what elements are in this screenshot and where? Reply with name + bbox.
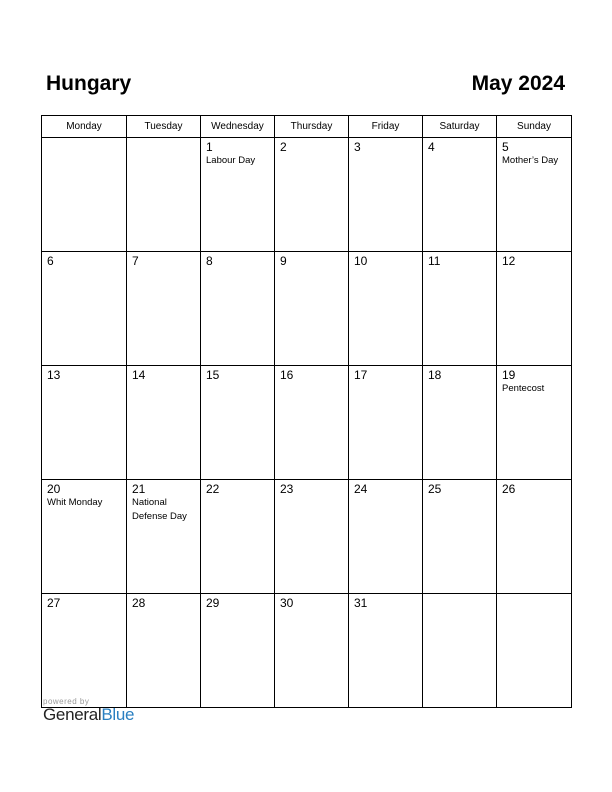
day-cell xyxy=(275,480,349,594)
holiday-label: Labour Day xyxy=(206,155,256,166)
day-number: 17 xyxy=(354,368,368,382)
day-number: 3 xyxy=(354,140,361,154)
day-number: 26 xyxy=(502,482,516,496)
weekday-header: Sunday xyxy=(497,116,572,138)
holiday-label: Whit Monday xyxy=(47,497,103,508)
day-cell xyxy=(42,138,127,252)
holiday-label: National Defense Day xyxy=(132,497,187,522)
day-cell xyxy=(497,138,572,252)
day-number: 12 xyxy=(502,254,516,268)
day-number: 6 xyxy=(47,254,54,268)
day-number: 16 xyxy=(280,368,294,382)
day-number: 31 xyxy=(354,596,368,610)
week-row xyxy=(42,138,572,252)
weekday-header: Friday xyxy=(349,116,423,138)
day-cell xyxy=(497,480,572,594)
day-number: 8 xyxy=(206,254,213,268)
footer-branding xyxy=(43,697,134,725)
day-cell xyxy=(423,138,497,252)
weekday-header-row xyxy=(42,116,572,138)
day-number: 7 xyxy=(132,254,139,268)
day-cell xyxy=(497,594,572,708)
day-cell xyxy=(42,480,127,594)
day-number: 9 xyxy=(280,254,287,268)
day-cell xyxy=(127,138,201,252)
day-number: 13 xyxy=(47,368,61,382)
day-cell xyxy=(275,252,349,366)
weekday-header: Monday xyxy=(42,116,127,138)
week-row xyxy=(42,252,572,366)
day-number: 10 xyxy=(354,254,368,268)
day-number: 23 xyxy=(280,482,294,496)
day-number: 2 xyxy=(280,140,287,154)
day-number: 18 xyxy=(428,368,442,382)
day-cell xyxy=(275,594,349,708)
day-number: 15 xyxy=(206,368,220,382)
day-cell xyxy=(127,594,201,708)
week-row xyxy=(42,594,572,708)
day-cell xyxy=(127,366,201,480)
day-cell xyxy=(201,138,275,252)
weekday-header: Saturday xyxy=(423,116,497,138)
powered-by-label: powered by xyxy=(43,697,90,706)
weekday-header: Tuesday xyxy=(127,116,201,138)
week-row xyxy=(42,480,572,594)
day-number: 25 xyxy=(428,482,442,496)
day-cell xyxy=(349,366,423,480)
week-row xyxy=(42,366,572,480)
day-number: 30 xyxy=(280,596,294,610)
day-cell xyxy=(201,366,275,480)
day-cell xyxy=(275,138,349,252)
day-cell xyxy=(423,252,497,366)
day-number: 22 xyxy=(206,482,220,496)
day-number: 29 xyxy=(206,596,220,610)
day-cell xyxy=(423,366,497,480)
day-cell xyxy=(349,252,423,366)
brand-blue-text: Blue xyxy=(101,705,135,724)
day-cell xyxy=(497,366,572,480)
day-cell xyxy=(201,594,275,708)
day-number: 27 xyxy=(47,596,61,610)
generalblue-logo[interactable] xyxy=(43,705,134,725)
day-cell xyxy=(349,138,423,252)
day-cell xyxy=(423,480,497,594)
day-cell xyxy=(42,366,127,480)
day-number: 14 xyxy=(132,368,146,382)
day-number: 4 xyxy=(428,140,435,154)
weekday-header: Thursday xyxy=(275,116,349,138)
day-number: 5 xyxy=(502,140,509,154)
day-number: 21 xyxy=(132,482,146,496)
day-cell xyxy=(127,480,201,594)
day-number: 28 xyxy=(132,596,146,610)
day-cell xyxy=(349,594,423,708)
month-title: May 2024 xyxy=(471,72,565,95)
day-cell xyxy=(275,366,349,480)
holiday-label: Mother’s Day xyxy=(502,155,559,166)
weekday-header: Wednesday xyxy=(201,116,275,138)
country-title: Hungary xyxy=(46,72,132,95)
day-cell xyxy=(42,594,127,708)
day-number: 19 xyxy=(502,368,516,382)
day-number: 20 xyxy=(47,482,61,496)
day-cell xyxy=(423,594,497,708)
day-cell xyxy=(127,252,201,366)
day-number: 24 xyxy=(354,482,368,496)
day-cell xyxy=(349,480,423,594)
holiday-label: Pentecost xyxy=(502,383,545,394)
brand-general-text: General xyxy=(43,705,102,724)
day-cell xyxy=(201,480,275,594)
day-number: 1 xyxy=(206,140,213,154)
day-cell xyxy=(201,252,275,366)
day-cell xyxy=(42,252,127,366)
day-number: 11 xyxy=(428,254,441,268)
day-cell xyxy=(497,252,572,366)
calendar-grid xyxy=(41,115,572,708)
